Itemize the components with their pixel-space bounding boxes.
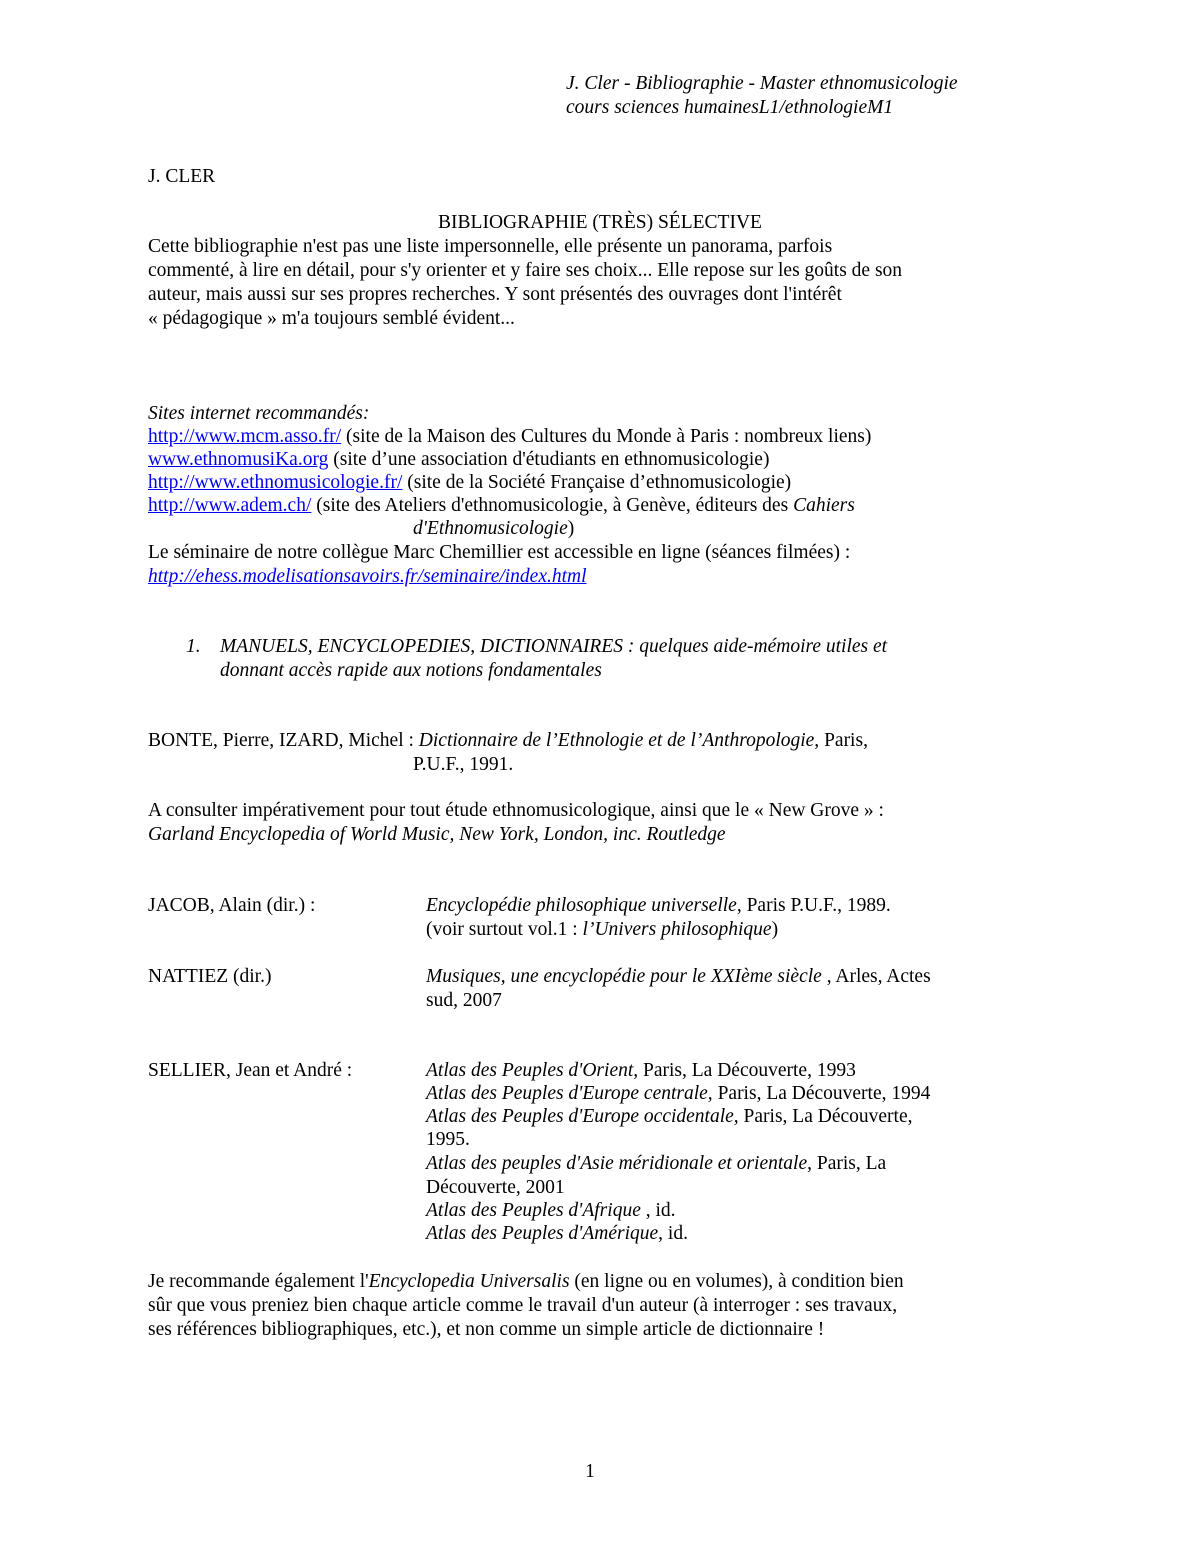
site-link-adem[interactable]: http://www.adem.ch/ <box>148 495 312 516</box>
section-number: 1. <box>186 636 201 657</box>
intro-line-1: Cette bibliographie n'est pas une liste impersonnelle, elle présente un panorama, parfois <box>148 236 833 257</box>
site-entry-ethnomusika <box>148 448 769 472</box>
sellier-work-1-pub: Paris, La Découverte, 1993 <box>638 1060 856 1081</box>
bonte-pub: Paris, <box>819 730 868 751</box>
sellier-work-4-cont <box>426 1176 565 1200</box>
page-title: BIBLIOGRAPHIE (TRÈS) SÉLECTIVE <box>438 212 762 233</box>
header-line-2: cours sciences humainesL1/ethnologieM1 <box>566 97 894 118</box>
site-entry-mcm <box>148 425 871 449</box>
sites-heading: Sites internet recommandés: <box>148 403 370 424</box>
sellier-work-3-title: Atlas des Peuples d'Europe occidentale, <box>426 1106 739 1127</box>
site-desc-adem: (site des Ateliers d'ethnomusicologie, à Genève, éditeurs des <box>311 495 794 516</box>
seminar-link[interactable]: http://ehess.modelisationsavoirs.fr/seminaire/index.html <box>148 566 587 587</box>
closing-pre: Je recommande également l' <box>148 1271 369 1292</box>
consult-text: A consulter impérativement pour tout étude ethnomusicologique, ainsi que le « New Grove » : <box>148 800 884 821</box>
closing-line-2: sûr que vous preniez bien chaque article comme le travail d'un auteur (à interroger : ses travaux, <box>148 1295 898 1316</box>
author-name: J. CLER <box>148 166 216 187</box>
sellier-work-3-cont-pub: 1995. <box>426 1129 470 1150</box>
site-entry-adem <box>148 494 855 518</box>
jacob-work: Encyclopédie philosophique universelle <box>426 895 737 916</box>
site-desc-sfe: (site de la Société Française d’ethnomusicologie) <box>402 472 792 493</box>
sellier-work-6-pub: id. <box>663 1223 688 1244</box>
sellier-work-3 <box>426 1105 912 1129</box>
sellier-work-2-pub: Paris, La Découverte, 1994 <box>712 1083 931 1104</box>
page-number: 1 <box>585 1461 595 1482</box>
jacob-note-post: ) <box>771 919 779 940</box>
consult-italic: Garland Encyclopedia of World Music, New York, London, inc. Routledge <box>148 824 726 845</box>
site-desc-adem-end: ) <box>567 518 575 539</box>
sellier-work-1-title: Atlas des Peuples d'Orient, <box>426 1060 639 1081</box>
jacob-entry <box>426 894 891 918</box>
closing-post: (en ligne ou en volumes), à condition bien <box>569 1271 904 1292</box>
header-line-1: J. Cler - Bibliographie - Master ethnomusicologie <box>566 73 958 94</box>
intro-line-4: « pédagogique » m'a toujours semblé évident... <box>148 308 515 329</box>
site-entry-adem-cont <box>413 517 574 541</box>
site-link-sfe[interactable]: http://www.ethnomusicologie.fr/ <box>148 472 403 493</box>
entry-bonte <box>148 729 868 753</box>
jacob-note-pre: (voir surtout vol.1 : <box>426 919 583 940</box>
sellier-work-2 <box>426 1082 930 1106</box>
sellier-work-2-title: Atlas des Peuples d'Europe centrale, <box>426 1083 713 1104</box>
site-link-mcm[interactable]: http://www.mcm.asso.fr/ <box>148 426 342 447</box>
closing-line-3: ses références bibliographiques, etc.), et non comme un simple article de dictionnaire ! <box>148 1319 825 1340</box>
nattiez-author: NATTIEZ (dir.) <box>148 966 272 987</box>
jacob-note-italic: l’Univers philosophique <box>582 919 772 940</box>
closing-line-1 <box>148 1270 904 1294</box>
nattiez-pub-2: sud, 2007 <box>426 990 502 1011</box>
section-title-line-2: donnant accès rapide aux notions fondamentales <box>220 660 602 681</box>
sellier-work-4-cont-pub: Découverte, 2001 <box>426 1177 565 1198</box>
sellier-work-4-pub: , Paris, La <box>807 1153 887 1174</box>
sellier-work-4 <box>426 1152 886 1176</box>
closing-italic: Encyclopedia Universalis <box>368 1271 570 1292</box>
site-desc-adem-italic: Cahiers <box>793 495 855 516</box>
sellier-work-5 <box>426 1199 676 1223</box>
section-title-line-1: MANUELS, ENCYCLOPEDIES, DICTIONNAIRES : quelques aide-mémoire utiles et <box>220 636 888 657</box>
jacob-author: JACOB, Alain (dir.) : <box>148 895 316 916</box>
bonte-authors: BONTE, Pierre, IZARD, Michel : <box>148 730 419 751</box>
intro-line-2: commenté, à lire en détail, pour s'y orienter et y faire ses choix... Elle repose sur les goûts de son <box>148 260 903 281</box>
sellier-work-6 <box>426 1222 688 1246</box>
jacob-note <box>426 918 778 942</box>
site-desc-ethnomusika: (site d’une association d'étudiants en ethnomusicologie) <box>328 449 770 470</box>
nattiez-pub: , Arles, Actes <box>821 966 931 987</box>
sellier-work-5-pub: , id. <box>640 1200 676 1221</box>
sellier-work-4-title: Atlas des peuples d'Asie méridionale et orientale <box>426 1153 808 1174</box>
intro-line-3: auteur, mais aussi sur ses propres recherches. Y sont présentés des ouvrages dont l'intérêt <box>148 284 842 305</box>
sellier-work-3-pub: Paris, La Découverte, <box>738 1106 913 1127</box>
nattiez-entry <box>426 965 931 989</box>
sellier-work-1 <box>426 1059 856 1083</box>
seminar-text: Le séminaire de notre collègue Marc Chemillier est accessible en ligne (séances filmées) : <box>148 542 851 563</box>
nattiez-work: Musiques, une encyclopédie pour le XXIème siècle <box>426 966 822 987</box>
site-link-ethnomusika[interactable]: www.ethnomusiKa.org <box>148 449 329 470</box>
sellier-work-5-title: Atlas des Peuples d'Afrique <box>426 1200 641 1221</box>
site-desc-mcm: (site de la Maison des Cultures du Monde à Paris : nombreux liens) <box>341 426 872 447</box>
site-entry-sfe <box>148 471 791 495</box>
sellier-work-3-cont <box>426 1128 470 1152</box>
site-desc-adem-italic-2: d'Ethnomusicologie <box>413 518 568 539</box>
bonte-work: Dictionnaire de l’Ethnologie et de l’Anthropologie, <box>418 730 820 751</box>
bonte-pub-2: P.U.F., 1991. <box>413 754 514 775</box>
jacob-pub: , Paris P.U.F., 1989. <box>736 895 891 916</box>
sellier-work-6-title: Atlas des Peuples d'Amérique, <box>426 1223 664 1244</box>
sellier-author: SELLIER, Jean et André : <box>148 1060 353 1081</box>
